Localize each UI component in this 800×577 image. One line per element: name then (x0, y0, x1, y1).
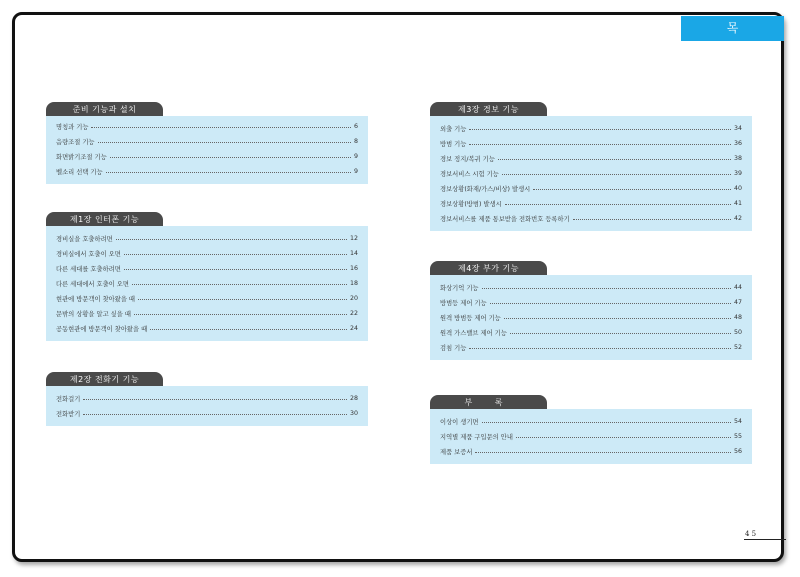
toc-entry-label: 원격 방범등 제어 기능 (440, 315, 501, 322)
toc-leader-dots (124, 254, 347, 255)
toc-entry-label: 경비실에서 호출이 오면 (56, 251, 121, 258)
section-tab: 제3장 경보 기능 (430, 102, 547, 116)
toc-entry-page: 9 (353, 168, 358, 175)
toc-entry[interactable] (56, 149, 358, 164)
toc-entry[interactable] (440, 181, 742, 196)
toc-leader-dots (116, 239, 347, 240)
toc-entry-page: 56 (733, 448, 742, 455)
toc-entry[interactable] (440, 310, 742, 325)
toc-entry[interactable] (56, 306, 358, 321)
toc-entry-page: 14 (349, 250, 358, 257)
toc-entry[interactable] (440, 166, 742, 181)
toc-entry-page: 44 (733, 284, 742, 291)
toc-entry-page: 50 (733, 329, 742, 336)
toc-entry[interactable] (56, 164, 358, 179)
toc-entry-label: 지역별 제품 구입문의 안내 (440, 434, 513, 441)
toc-leader-dots (110, 157, 351, 158)
toc-leader-dots (132, 284, 347, 285)
toc-entry-label: 경비실을 호출하려면 (56, 236, 113, 243)
section-tab: 부 록 (430, 395, 547, 409)
toc-leader-dots (482, 288, 731, 289)
toc-entry[interactable] (56, 261, 358, 276)
toc-entry-page: 24 (349, 325, 358, 332)
toc-leader-dots (516, 437, 731, 438)
toc-entry-label: 명칭과 기능 (56, 124, 89, 131)
section-tab: 제1장 인터폰 기능 (46, 212, 163, 226)
toc-entry-label: 전화걸기 (56, 396, 81, 403)
toc-entry-label: 경보 정지/복귀 기능 (440, 156, 495, 163)
toc-entry-page: 20 (349, 295, 358, 302)
toc-entry-label: 화상기억 기능 (440, 285, 479, 292)
toc-entry-label: 화면밝기조절 기능 (56, 154, 107, 161)
toc-entry-label: 외출 기능 (440, 126, 467, 133)
section-tab: 제4장 부가 기능 (430, 261, 547, 275)
toc-entry-page: 30 (349, 410, 358, 417)
toc-entry[interactable] (440, 340, 742, 355)
toc-entry[interactable] (440, 136, 742, 151)
toc-entry-page: 36 (733, 140, 742, 147)
toc-entry-label: 경보상황(방범) 발생시 (440, 201, 502, 208)
toc-entry[interactable] (56, 276, 358, 291)
toc-leader-dots (91, 127, 351, 128)
toc-leader-dots (482, 422, 731, 423)
toc-leader-dots (469, 144, 731, 145)
page-numbers: 4 5 (745, 530, 757, 538)
toc-entry[interactable] (440, 444, 742, 459)
toc-entry[interactable] (56, 246, 358, 261)
toc-entry[interactable] (440, 325, 742, 340)
section-items (46, 116, 368, 184)
toc-entry[interactable] (440, 280, 742, 295)
toc-entry-page: 54 (733, 418, 742, 425)
toc-leader-dots (490, 303, 731, 304)
toc-leader-dots (504, 318, 731, 319)
toc-leader-dots (83, 414, 347, 415)
section-tab: 제2장 전화기 기능 (46, 372, 163, 386)
toc-entry-label: 방범 기능 (440, 141, 467, 148)
page-number-rule (744, 539, 786, 540)
toc-entry-page: 9 (353, 153, 358, 160)
toc-entry-label: 전화받기 (56, 411, 81, 418)
section-items (46, 386, 368, 426)
toc-leader-dots (150, 329, 347, 330)
toc-entry[interactable] (56, 321, 358, 336)
section-items (46, 226, 368, 341)
toc-entry[interactable] (56, 406, 358, 421)
toc-leader-dots (510, 333, 731, 334)
toc-entry-label: 제품 보증서 (440, 449, 473, 456)
toc-entry-page: 38 (733, 155, 742, 162)
section-items (430, 409, 752, 464)
toc-entry[interactable] (440, 429, 742, 444)
toc-entry[interactable] (56, 119, 358, 134)
toc-entry-label: 벨소리 선택 기능 (56, 169, 103, 176)
toc-entry-label: 다른 세대에서 호출이 오면 (56, 281, 129, 288)
toc-leader-dots (138, 299, 347, 300)
toc-leader-dots (106, 172, 351, 173)
toc-entry-page: 52 (733, 344, 742, 351)
toc-leader-dots (469, 348, 731, 349)
section-chapter2 (46, 367, 368, 426)
section-items (430, 116, 752, 231)
toc-leader-dots (98, 142, 351, 143)
toc-entry-label: 원격 가스밸브 제어 기능 (440, 330, 507, 337)
toc-entry-page: 48 (733, 314, 742, 321)
toc-entry[interactable] (56, 291, 358, 306)
toc-leader-dots (475, 452, 731, 453)
toc-leader-dots (573, 219, 731, 220)
toc-entry-page: 39 (733, 170, 742, 177)
toc-entry[interactable] (440, 295, 742, 310)
toc-leader-dots (134, 314, 347, 315)
section-chapter3 (430, 97, 752, 231)
toc-entry[interactable] (56, 391, 358, 406)
toc-entry[interactable] (440, 211, 742, 226)
toc-entry-page: 41 (733, 200, 742, 207)
section-tab: 준비 기능과 설치 (46, 102, 163, 116)
toc-entry-page: 22 (349, 310, 358, 317)
toc-leader-dots (83, 399, 347, 400)
toc-entry-page: 47 (733, 299, 742, 306)
toc-entry-label: 경보서비스 시험 기능 (440, 171, 499, 178)
toc-entry-page: 16 (349, 265, 358, 272)
toc-entry-label: 다른 세대를 호출하려면 (56, 266, 121, 273)
toc-entry-label: 공동현관에 방문객이 찾아왔을 때 (56, 326, 148, 333)
toc-entry[interactable] (56, 231, 358, 246)
toc-entry-page: 8 (353, 138, 358, 145)
toc-entry-page: 18 (349, 280, 358, 287)
toc-entry[interactable] (440, 121, 742, 136)
toc-entry-label: 음량조절 기능 (56, 139, 95, 146)
toc-entry-label: 문밖의 상황을 알고 싶을 때 (56, 311, 131, 318)
toc-entry-page: 40 (733, 185, 742, 192)
toc-entry-label: 경보서비스를 제품 통보받을 전화번호 등록하기 (440, 216, 570, 223)
toc-badge: 목 차 (681, 16, 784, 41)
toc-entry[interactable] (440, 414, 742, 429)
toc-entry-page: 28 (349, 395, 358, 402)
toc-entry[interactable] (56, 134, 358, 149)
toc-leader-dots (505, 204, 731, 205)
toc-entry-label: 현관에 방문객이 찾아왔을 때 (56, 296, 135, 303)
toc-entry-label: 검침 기능 (440, 345, 467, 352)
toc-leader-dots (498, 159, 731, 160)
toc-entry[interactable] (440, 196, 742, 211)
toc-entry-page: 6 (353, 123, 358, 130)
toc-entry-page: 34 (733, 125, 742, 132)
toc-leader-dots (533, 189, 731, 190)
toc-entry-page: 12 (349, 235, 358, 242)
section-items (430, 275, 752, 360)
section-chapter1 (46, 207, 368, 341)
toc-entry-page: 42 (733, 215, 742, 222)
toc-entry-label: 경보상황(화재/가스/비상) 발생시 (440, 186, 531, 193)
toc-entry-label: 방범등 제어 기능 (440, 300, 487, 307)
toc-entry[interactable] (440, 151, 742, 166)
toc-leader-dots (502, 174, 731, 175)
toc-leader-dots (124, 269, 347, 270)
section-appendix (430, 390, 752, 464)
toc-entry-label: 이상이 생기면 (440, 419, 479, 426)
section-preparation (46, 97, 368, 184)
toc-entry-page: 55 (733, 433, 742, 440)
toc-leader-dots (469, 129, 731, 130)
section-chapter4 (430, 256, 752, 360)
